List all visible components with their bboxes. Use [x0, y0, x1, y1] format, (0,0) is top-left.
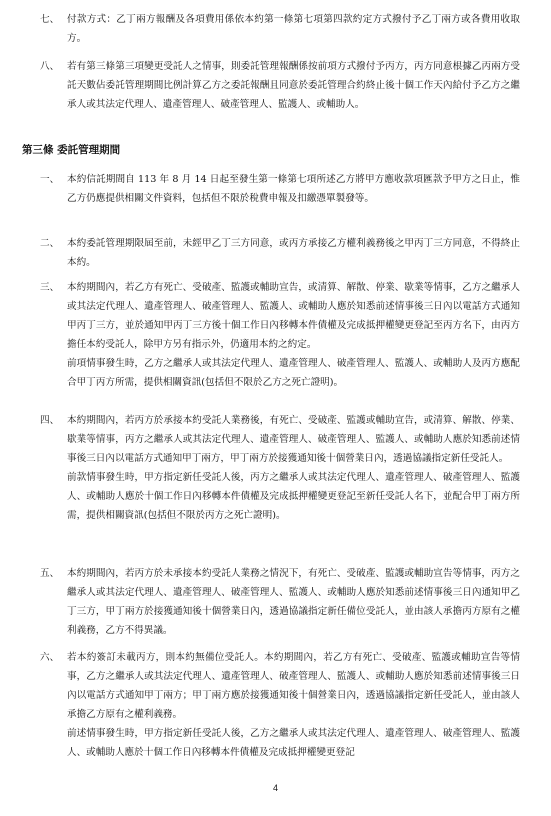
item-number: 六、: [40, 652, 60, 663]
term-item-4: [40, 411, 520, 525]
term-item-5: [40, 564, 520, 640]
item-number: 二、: [40, 238, 60, 249]
page-number: 4: [272, 783, 278, 793]
item-text: 前述情事發生時，甲方指定新任受託人後，乙方之繼承人或其法定代理人、遺產管理人、破產管理人、監護人、或輔助人應於十個工作日內移轉本件債權及完成抵押權變更登記: [67, 728, 520, 758]
item-text: 本約委託管理期限屆至前，未經甲乙丁三方同意，或丙方承接乙方權利義務後之甲丙丁三方同意，不得終止本約。: [67, 238, 520, 268]
item-text: 前款情事發生時，甲方指定新任受託人後，丙方之繼承人或其法定代理人、遺產管理人、破產管理人、監護人、或輔助人應於十個工作日內移轉本件債權及完成抵押權變更登記至新任受託人名下，並配合甲丁兩方所需，提供相關資訊(包括但不限於丙方之死亡證明)。: [67, 472, 520, 521]
term-item-6: [40, 648, 520, 762]
item-number: 四、: [40, 415, 60, 426]
clause-text: 若有第三條第三項變更受託人之情事，則委託管理報酬係按前項方式撥付予丙方，丙方同意根據乙丙兩方受託天數佔委託管理期間比例計算乙方之委託報酬且同意於委託管理合約終止後十個工作天內給付予乙方之繼承人或其法定代理人、遺產管理人、破產管理人、監護人、或輔助人。: [67, 61, 520, 110]
item-text: 前項情事發生時，乙方之繼承人或其法定代理人、遺產管理人、破產管理人、監護人、或輔助人及丙方應配合甲丁丙方所需，提供相關資訊(包括但不限於乙方之死亡證明)。: [67, 358, 520, 388]
term-item-2: [40, 234, 520, 272]
term-item-3: [40, 278, 520, 392]
item-text: 本約期間內，若丙方於承接本約受託人業務後，有死亡、受破產、監護或輔助宣告，或清算、解散、停業、歇業等情事，丙方之繼承人或其法定代理人、遺產管理人、破產管理人、監護人、或輔助人應於知悉前述情事後三日內以電話方式通知甲丁兩方，甲丁兩方於接獲通知後十個營業日內，透過協議指定新任受託人。: [67, 415, 520, 464]
item-number: 一、: [40, 174, 60, 185]
item-number: 三、: [40, 282, 60, 293]
clause-text: 付款方式：乙丁兩方報酬及各項費用係依本約第一條第七項第四款約定方式撥付予乙丁兩方或各費用收取方。: [67, 14, 520, 44]
item-text: 本約期間內，若丙方於未承接本約受託人業務之情況下，有死亡、受破產、監護或輔助宣告等情事，丙方之繼承人或其法定代理人、遺產管理人、破產管理人、監護人、或輔助人應於知悉前述情事後三日內通知甲乙丁三方，甲丁兩方於接獲通知後十個營業日內，透過協議指定新任備位受託人，並由該人承擔丙方原有之權利義務，乙方不得異議。: [67, 568, 520, 636]
item-number: 五、: [40, 568, 60, 579]
item-text: 若本約簽訂未載丙方，則本約無備位受託人。本約期間內，若乙方有死亡、受破產、監護或輔助宣告等情事，乙方之繼承人或其法定代理人、遺產管理人、破產管理人、監護人、或輔助人應於知悉前述情事後三日內以電話方式通知甲丁兩方；甲丁兩方應於接獲通知後十個營業日內，透過協議指定新任受託人，並由該人承擔乙方原有之權利義務。: [67, 652, 520, 720]
clause-number: 八、: [40, 61, 60, 72]
clause-number: 七、: [40, 14, 60, 25]
item-text: 本約期間內，若乙方有死亡、受破產、監護或輔助宣告，或清算、解散、停業、歇業等情事，乙方之繼承人或其法定代理人、遺產管理人、破產管理人、監護人、或輔助人應於知悉前述情事後三日內以電話方式通知甲丙丁三方，並於通知甲丙丁三方後十個工作日內移轉本件債權及完成抵押權變更登記至丙方名下，由丙方擔任本約受託人，除甲方另有指示外，仍適用本約之約定。: [67, 282, 520, 350]
term-item-1: [40, 170, 520, 208]
item-text: 本約信託期間自 113 年 8 月 14 日起至發生第一條第七項所述乙方將甲方應收款項匯款予甲方之日止，惟乙方仍應提供相關文件資料，包括但不限於稅費申報及扣繳憑單製發等。: [67, 174, 520, 204]
clause-8: [40, 57, 520, 114]
clause-7: [40, 10, 520, 48]
section-heading: 第三條 委託管理期間: [22, 144, 121, 156]
